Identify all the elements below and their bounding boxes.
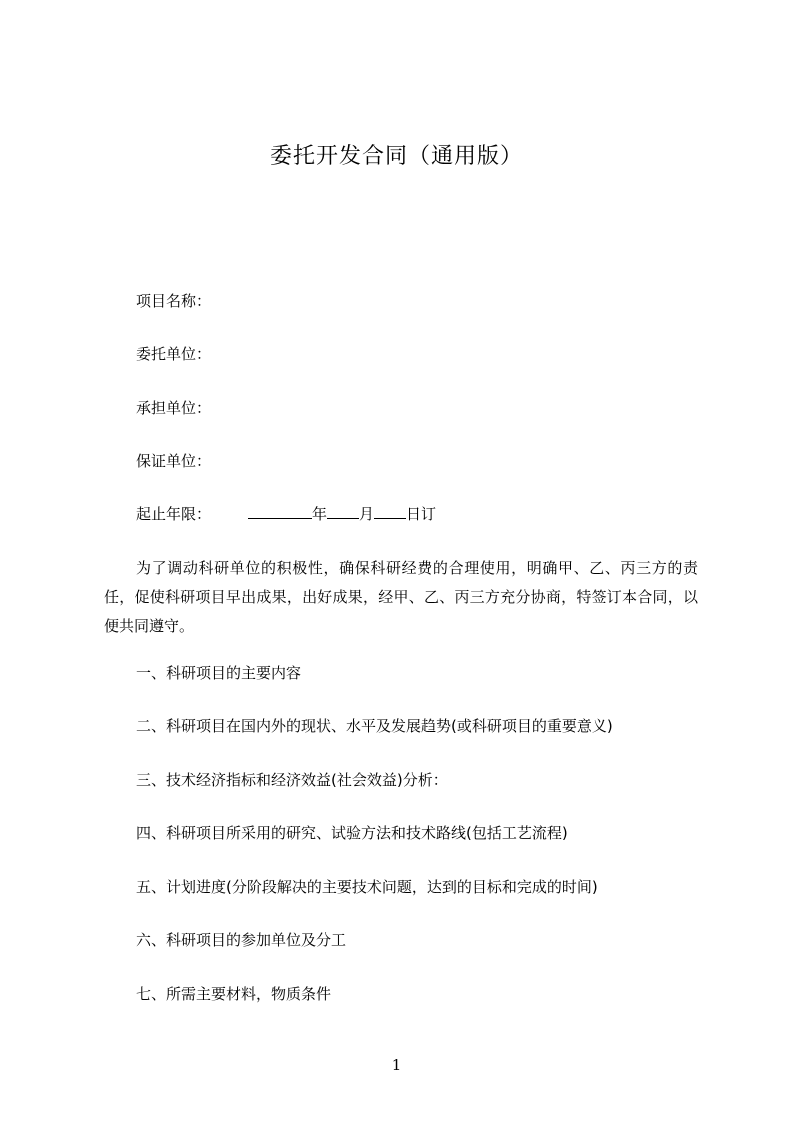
month-blank — [327, 503, 359, 519]
field-project-name: 项目名称： — [136, 292, 212, 310]
month-label: 月 — [359, 505, 375, 523]
day-blank — [374, 503, 406, 519]
section-heading-1: 一、科研项目的主要内容 — [136, 664, 302, 682]
date-fill-blanks — [248, 502, 436, 526]
section-heading-6: 六、科研项目的参加单位及分工 — [136, 931, 347, 949]
field-period-label: 起止年限： — [136, 505, 212, 523]
field-contractor-unit: 承担单位： — [136, 399, 212, 417]
page-number: 1 — [391, 1056, 402, 1074]
day-label: 日订 — [406, 505, 437, 523]
section-heading-7: 七、所需主要材料，物质条件 — [136, 985, 332, 1003]
document-title: 委托开发合同（通用版） — [269, 144, 523, 169]
section-heading-3: 三、技术经济指标和经济效益(社会效益)分析： — [136, 771, 448, 789]
field-client-unit: 委托单位： — [136, 345, 212, 363]
intro-paragraph: 为了调动科研单位的积极性，确保科研经费的合理使用，明确甲、乙、丙三方的责任，促使科研项目早出成果，出好成果，经甲、乙、丙三方充分协商，特签订本合同，以便共同遵守。 — [104, 559, 698, 635]
section-heading-5: 五、计划进度(分阶段解决的主要技术问题，达到的目标和完成的时间) — [136, 878, 598, 896]
field-guarantor-unit: 保证单位： — [136, 452, 212, 470]
section-heading-2: 二、科研项目在国内外的现状、水平及发展趋势(或科研项目的重要意义) — [136, 717, 613, 735]
year-blank — [248, 503, 312, 519]
year-label: 年 — [312, 505, 328, 523]
section-heading-4: 四、科研项目所采用的研究、试验方法和技术路线(包括工艺流程) — [136, 824, 568, 842]
